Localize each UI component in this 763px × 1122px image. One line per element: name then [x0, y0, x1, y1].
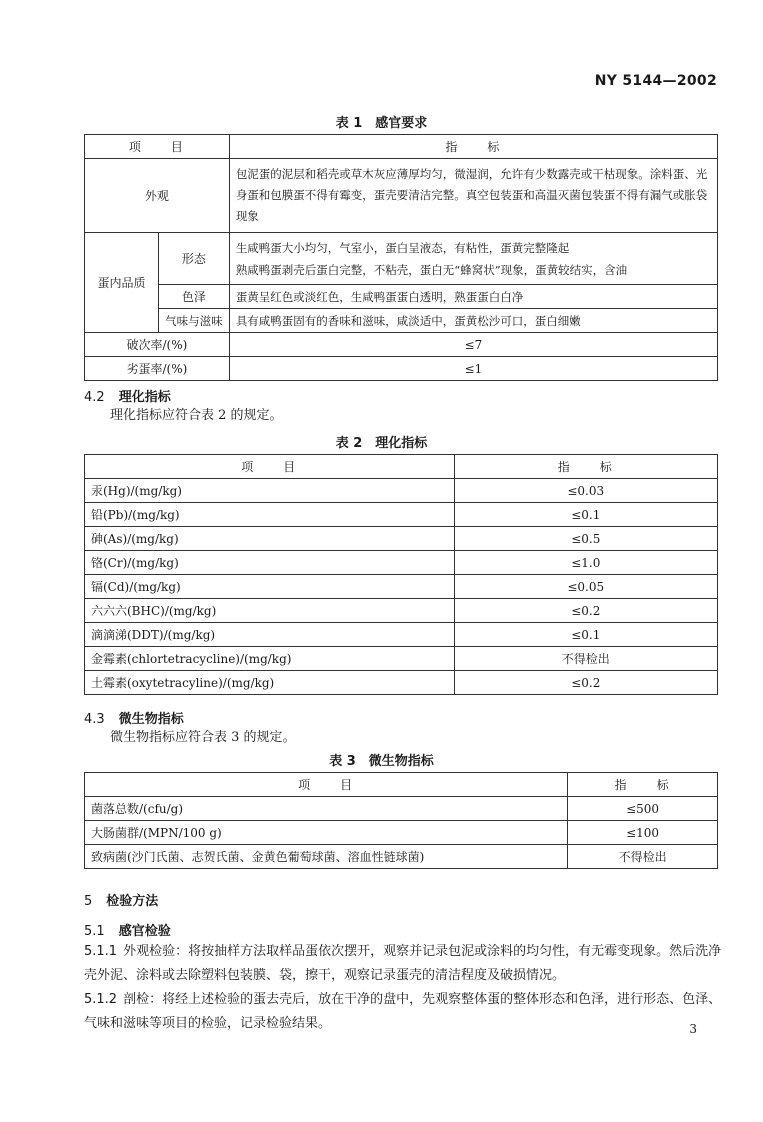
standard-number: NY 5144—2002 [594, 73, 717, 89]
table2-value-cell: 不得检出 [454, 647, 717, 671]
table3-value-cell: ≤100 [568, 821, 718, 845]
table2-row [85, 599, 718, 623]
section-4-3-title: 微生物指标 [118, 712, 184, 727]
section-4-2-number: 4.2 [84, 390, 105, 405]
section-5-1-heading [84, 920, 171, 939]
table2-value-cell: ≤0.5 [454, 527, 717, 551]
table1-appearance-text: 包泥蛋的泥层和稻壳或草木灰应薄厚均匀，微湿润，允许有少数露壳或干枯现象。涂料蛋、光身蛋和包膜蛋不得有霉变，蛋壳要清洁完整。真空包装蛋和高温灭菌包装蛋不得有漏气或胀袋现象 [229, 159, 717, 233]
section-4-2-text: 理化指标应符合表 2 的规定。 [110, 408, 283, 423]
table3-header-index: 指 标 [568, 773, 718, 797]
table2-item-cell: 砷(As)/(mg/kg) [85, 527, 455, 551]
table2-item-cell: 六六六(BHC)/(mg/kg) [85, 599, 455, 623]
table3-item-cell: 致病菌(沙门氏菌、志贺氏菌、金黄色葡萄球菌、溶血性链球菌) [85, 845, 568, 869]
table3-caption: 表 3 微生物指标 [329, 754, 434, 769]
section-5-heading [84, 890, 158, 909]
table1-broken-label: 破次率/(%) [85, 333, 230, 357]
table3-header-item: 项 目 [85, 773, 568, 797]
table2-value-cell: ≤1.0 [454, 551, 717, 575]
table1-color-text: 蛋黄呈红色或淡红色，生咸鸭蛋蛋白透明，熟蛋蛋白白净 [229, 285, 717, 309]
table2-row [85, 551, 718, 575]
section-4-3-heading [84, 708, 184, 727]
table2 [84, 454, 718, 695]
clause-5-1-2 [84, 988, 724, 1036]
section-5-number: 5 [84, 894, 93, 909]
table2-item-cell: 铅(Pb)/(mg/kg) [85, 503, 455, 527]
table3-item-cell: 大肠菌群/(MPN/100 g) [85, 821, 568, 845]
section-4-2-title: 理化指标 [118, 390, 171, 405]
table1-shape-text-1: 生咸鸭蛋大小均匀，气室小，蛋白呈液态，有粘性，蛋黄完整隆起 [235, 240, 570, 255]
table2-item-cell: 土霉素(oxytetracyline)/(mg/kg) [85, 671, 455, 695]
clause-5-1-2-text: 剖检：将经上述检验的蛋去壳后，放在干净的盘中，先观察整体蛋的整体形态和色泽，进行形态、色泽、气味和滋味等项目的检验，记录检验结果。 [84, 992, 722, 1031]
table2-value-cell: ≤0.2 [454, 671, 717, 695]
section-5-title: 检验方法 [106, 894, 159, 909]
table2-item-cell: 镉(Cd)/(mg/kg) [85, 575, 455, 599]
table1-smell-text: 具有咸鸭蛋固有的香味和滋味，咸淡适中，蛋黄松沙可口，蛋白细嫩 [229, 309, 717, 333]
clause-5-1-1-text: 外观检验：将按抽样方法取样品蛋依次摆开，观察并记录包泥或涂料的均匀性，有无霉变现象。然后洗净壳外泥、涂料或去除塑料包装膜、袋，擦干，观察记录蛋壳的清洁程度及破损情况。 [84, 944, 722, 983]
table2-header-item: 项 目 [85, 455, 455, 479]
table1-inferior-value: ≤1 [229, 357, 717, 381]
table1-appearance-label: 外观 [85, 159, 230, 233]
section-5-1-number: 5.1 [84, 924, 105, 939]
table3-row [85, 845, 718, 869]
table3-value-cell: 不得检出 [568, 845, 718, 869]
table1-caption: 表 1 感官要求 [335, 116, 428, 131]
table2-value-cell: ≤0.1 [454, 623, 717, 647]
table2-caption: 表 2 理化指标 [335, 436, 428, 451]
table1-shape-cell [229, 233, 717, 285]
table1-shape-text-2: 熟咸鸭蛋剥壳后蛋白完整，不粘壳，蛋白无“蜂窝状”现象，蛋黄较结实，含油 [235, 262, 628, 277]
table2-row [85, 647, 718, 671]
section-4-3-number: 4.3 [84, 712, 105, 727]
table1-inferior-label: 劣蛋率/(%) [85, 357, 230, 381]
table2-header-index: 指 标 [454, 455, 717, 479]
clause-5-1-1-number: 5.1.1 [84, 944, 118, 959]
table2-item-cell: 铬(Cr)/(mg/kg) [85, 551, 455, 575]
table3-value-cell: ≤500 [568, 797, 718, 821]
table1-smell-label: 气味与滋味 [158, 309, 229, 333]
table2-value-cell: ≤0.1 [454, 503, 717, 527]
table2-row [85, 527, 718, 551]
table2-value-cell: ≤0.2 [454, 599, 717, 623]
clause-5-1-2-number: 5.1.2 [84, 992, 118, 1007]
section-4-3-text: 微生物指标应符合表 3 的规定。 [110, 730, 296, 745]
table2-value-cell: ≤0.03 [454, 479, 717, 503]
table2-item-cell: 滴滴涕(DDT)/(mg/kg) [85, 623, 455, 647]
table1-header-index: 指 标 [229, 135, 717, 159]
table2-item-cell: 汞(Hg)/(mg/kg) [85, 479, 455, 503]
section-4-2-heading [84, 386, 171, 405]
table1-header-item: 项 目 [85, 135, 230, 159]
table3-row [85, 821, 718, 845]
section-5-1-title: 感官检验 [118, 924, 171, 939]
table1-shape-label: 形态 [158, 233, 229, 285]
table1-broken-value: ≤7 [229, 333, 717, 357]
table2-row [85, 623, 718, 647]
table3-row [85, 797, 718, 821]
table2-row [85, 671, 718, 695]
table2-value-cell: ≤0.05 [454, 575, 717, 599]
table2-row [85, 479, 718, 503]
table3-item-cell: 菌落总数/(cfu/g) [85, 797, 568, 821]
table2-row [85, 503, 718, 527]
table1-inner-quality-label: 蛋内品质 [85, 233, 159, 333]
table3 [84, 772, 718, 869]
table1 [84, 134, 718, 381]
page-number: 3 [689, 1022, 697, 1036]
table2-item-cell: 金霉素(chlortetracycline)/(mg/kg) [85, 647, 455, 671]
table1-color-label: 色泽 [158, 285, 229, 309]
table2-row [85, 575, 718, 599]
clause-5-1-1 [84, 940, 724, 988]
